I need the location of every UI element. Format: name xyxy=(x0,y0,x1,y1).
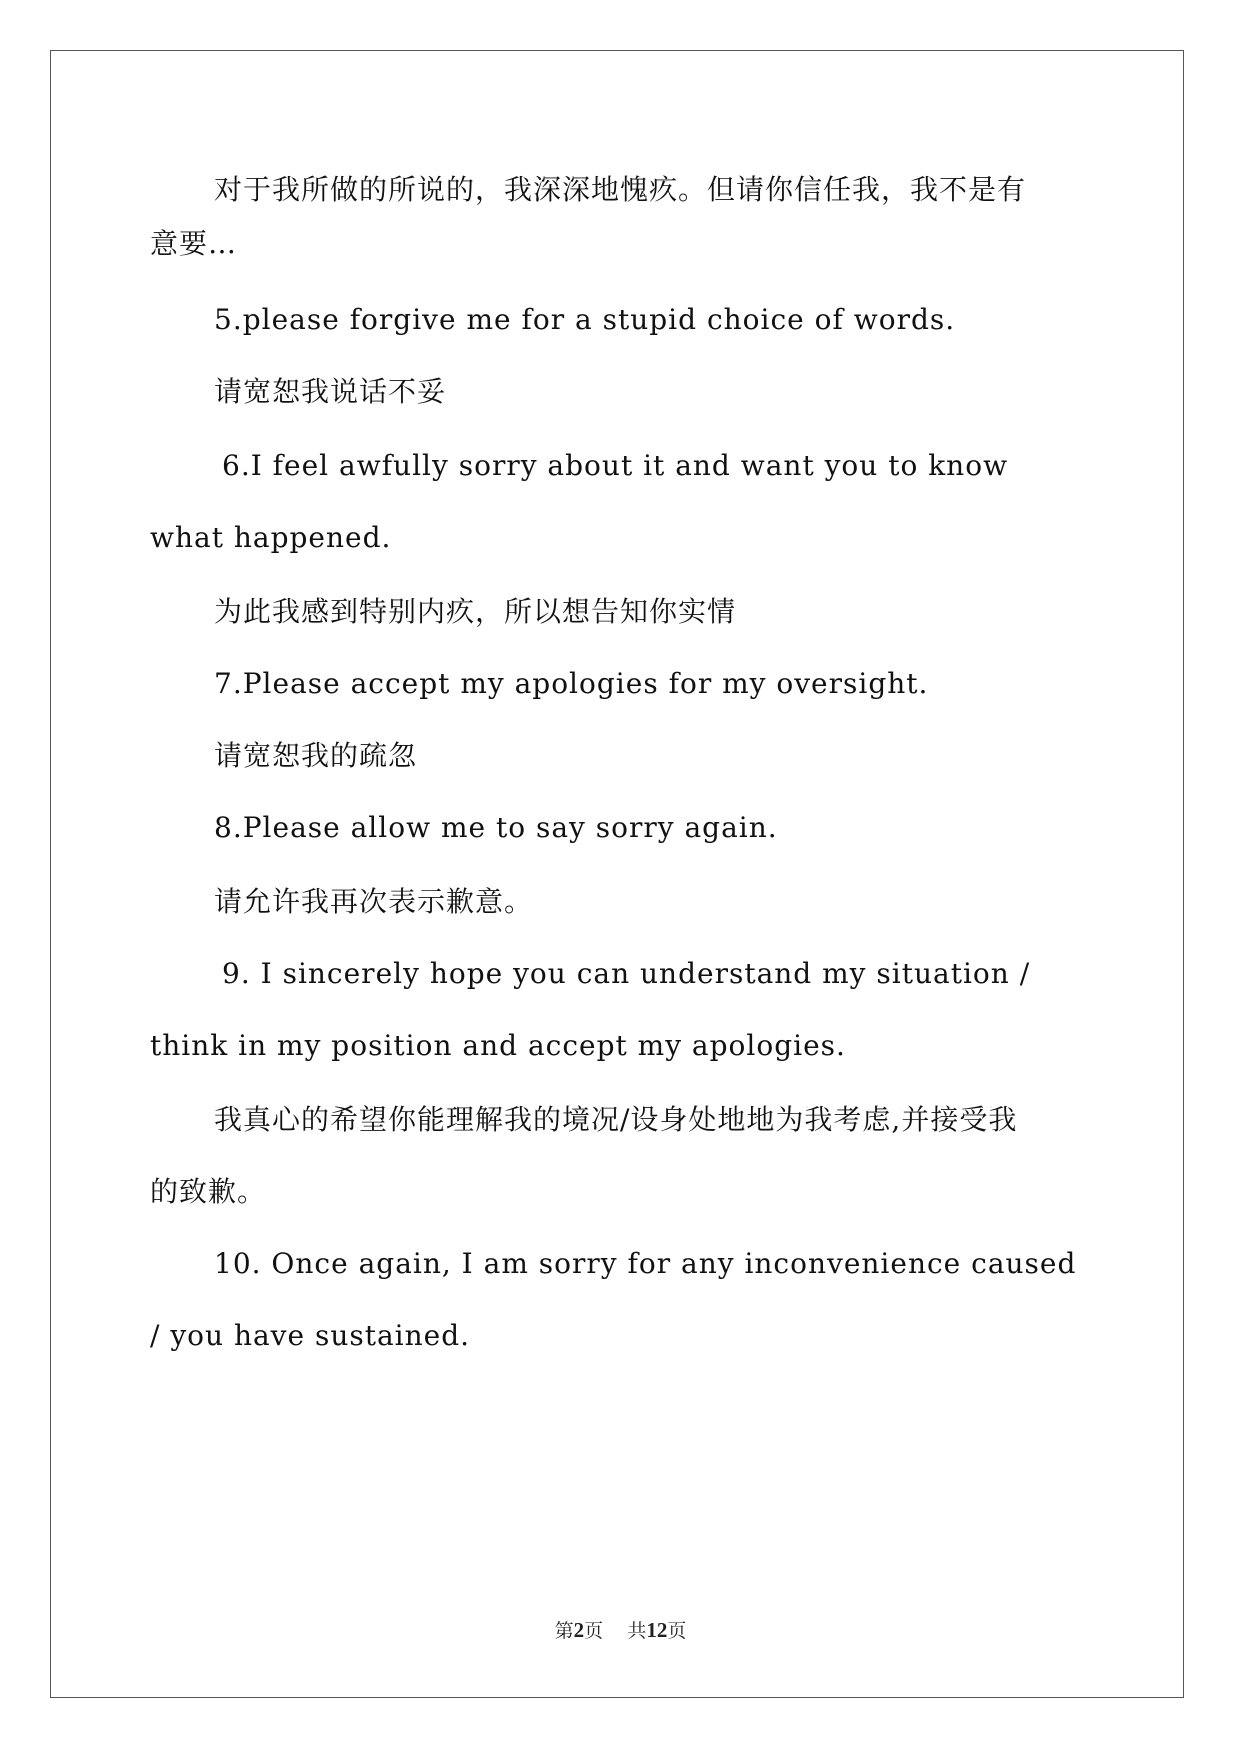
page-prefix: 第 xyxy=(554,1620,574,1642)
total-prefix: 共 xyxy=(627,1620,647,1642)
text-line: 8.Please allow me to say sorry again. xyxy=(214,811,778,844)
page-suffix: 页 xyxy=(584,1620,604,1642)
text-line: 我真心的希望你能理解我的境况/设身处地地为我考虑,并接受我 xyxy=(214,1103,1018,1136)
text-line: 7.Please accept my apologies for my oversight. xyxy=(214,667,929,700)
total-suffix: 页 xyxy=(667,1620,687,1642)
text-line: what happened. xyxy=(150,521,392,554)
page-border xyxy=(50,50,1184,1698)
page-number: 2 xyxy=(573,1618,585,1642)
text-line: 请宽恕我的疏忽 xyxy=(214,739,418,772)
text-line: 意要… xyxy=(150,227,238,260)
text-line: / you have sustained. xyxy=(150,1319,471,1352)
text-line: think in my position and accept my apologies. xyxy=(150,1029,846,1062)
text-line: 10. Once again, I am sorry for any inconvenience caused xyxy=(214,1247,1077,1280)
text-line: 6.I feel awfully sorry about it and want you to know xyxy=(222,449,1009,482)
text-line: 请允许我再次表示歉意。 xyxy=(214,885,534,918)
text-line: 为此我感到特别内疚，所以想告知你实情 xyxy=(214,595,737,628)
text-line: 的致歉。 xyxy=(150,1175,267,1208)
text-line: 请宽恕我说话不妥 xyxy=(214,375,447,408)
text-line: 5.please forgive me for a stupid choice of words. xyxy=(214,303,956,336)
total-pages: 12 xyxy=(646,1618,668,1642)
text-line: 9. I sincerely hope you can understand my situation / xyxy=(222,957,1031,990)
text-line: 对于我所做的所说的，我深深地愧疚。但请你信任我，我不是有 xyxy=(214,173,1027,206)
page-footer xyxy=(0,1616,1241,1643)
